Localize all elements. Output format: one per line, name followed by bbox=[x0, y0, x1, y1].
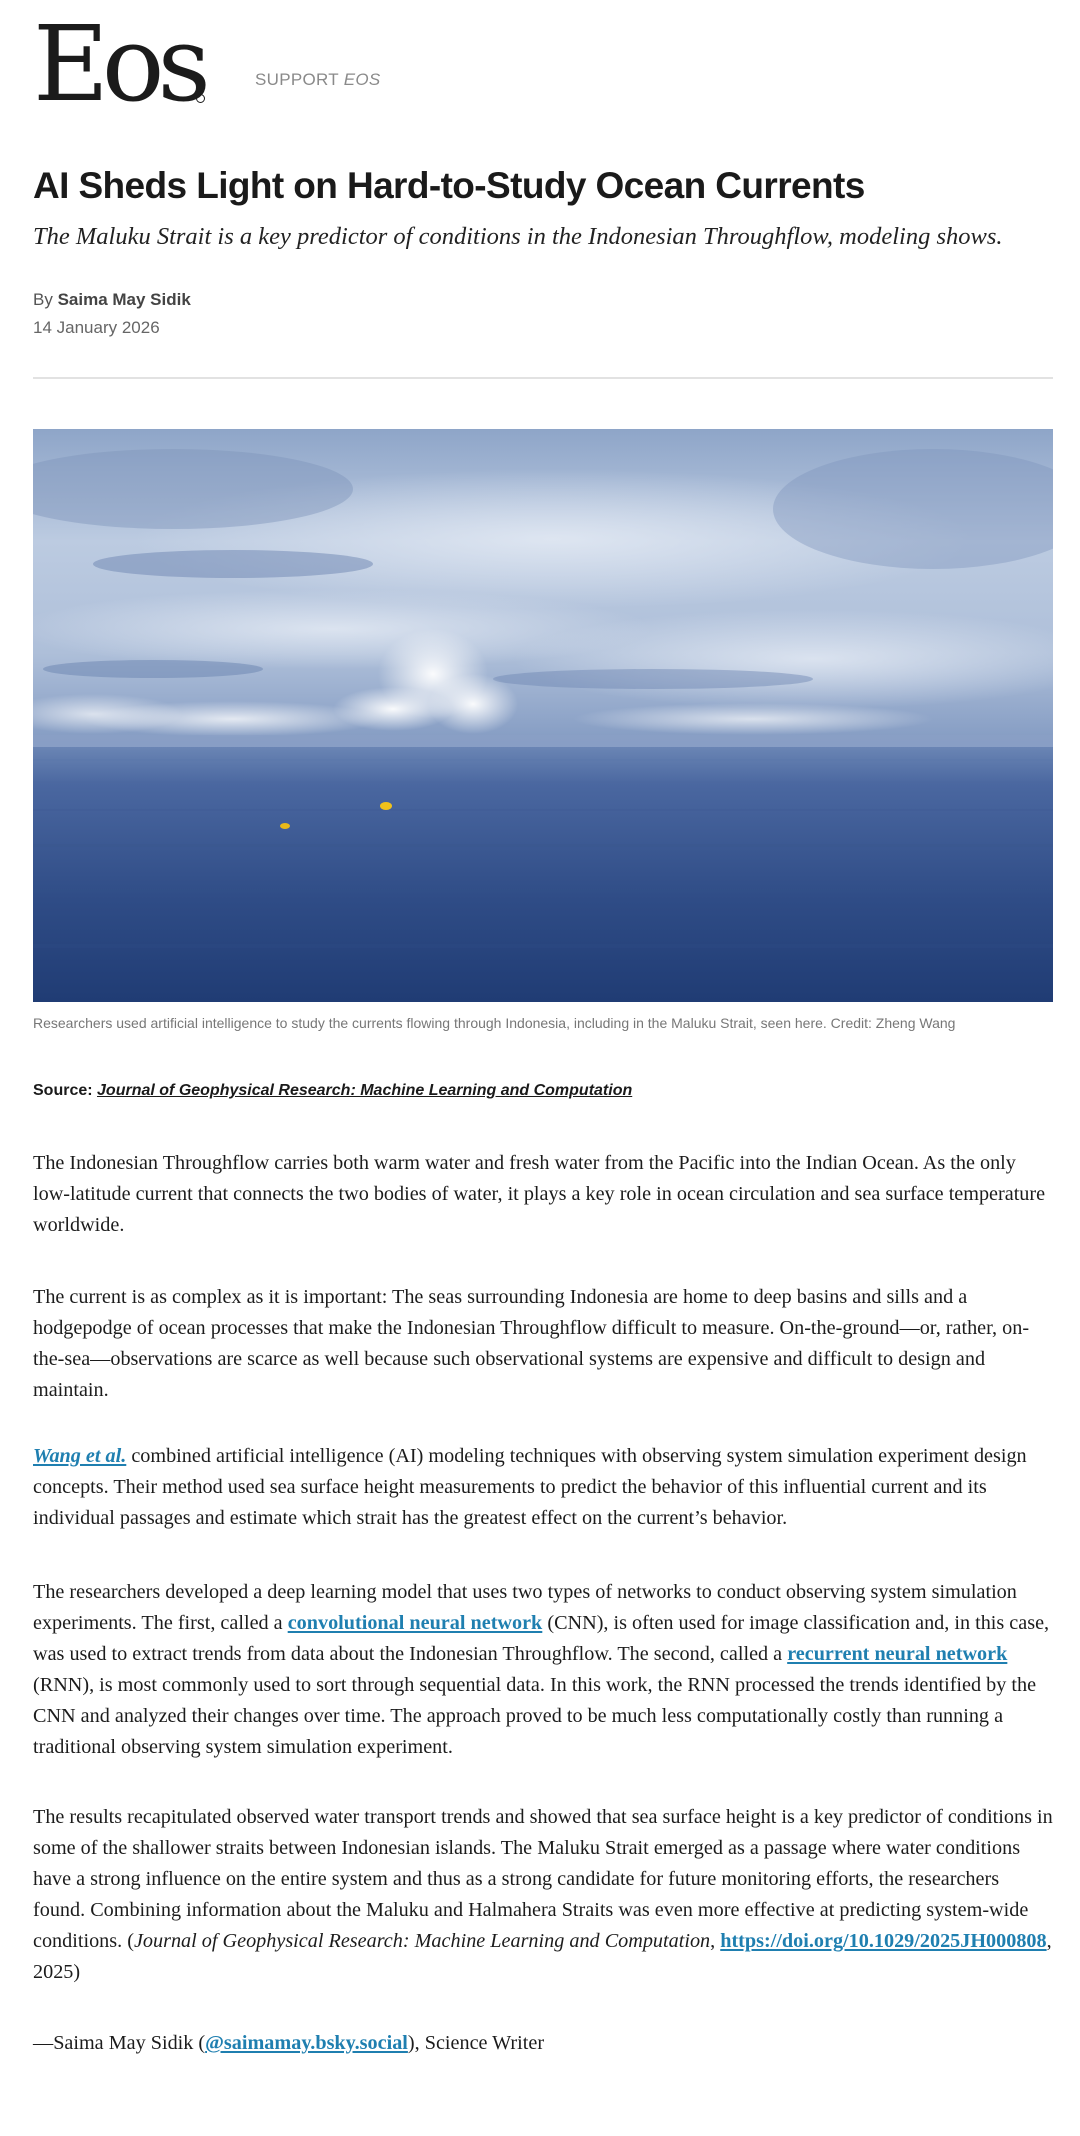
doi-link[interactable]: https://doi.org/10.1029/2025JH000808 bbox=[720, 1930, 1047, 1952]
signature-text-a: —Saima May Sidik ( bbox=[33, 2032, 206, 2054]
registered-mark-icon bbox=[196, 94, 205, 103]
paragraph-2: The current is as complex as it is important: The seas surrounding Indonesia are home to deep basins and sills and a hodgepodge of ocean processes that make the Indonesian Throughflow difficult to measure. On-the-ground—or, rather, on-the-sea—observations are scarce as well because such observational systems are expensive and difficult to design and maintain. bbox=[33, 1286, 1030, 1401]
author-name[interactable]: Saima May Sidik bbox=[57, 290, 191, 309]
byline-prefix: By bbox=[33, 290, 58, 309]
bluesky-handle-link[interactable]: @saimamay.bsky.social bbox=[205, 2032, 408, 2054]
paragraph-5-text-c: , 2025) bbox=[33, 1930, 1052, 1983]
support-prefix: SUPPORT bbox=[255, 70, 344, 89]
eos-logo[interactable]: Eos bbox=[33, 3, 204, 125]
paragraph-5-text-b: , bbox=[710, 1930, 721, 1952]
paragraph-5-text-a: The results recapitulated observed water transport trends and showed that sea surface height is a key predictor of conditions in some of the shallower straits between Indonesian islands. The Maluku Strait emerged as a passage where water conditions have a strong influence on the entire system and thus as a strong candidate for future monitoring efforts, the researchers found. Combining information about the Maluku and Halmahera Straits was even more effective at predicting system-wide conditions. ( bbox=[33, 1806, 1053, 1952]
source-label: Source: bbox=[33, 1082, 93, 1099]
hero-image bbox=[33, 429, 1053, 1002]
masthead bbox=[33, 3, 1053, 125]
image-caption: Researchers used artificial intelligence to study the currents flowing through Indonesia, including in the Maluku Strait, seen here. Credit: Zheng Wang bbox=[33, 1015, 956, 1031]
paragraph-3 bbox=[33, 1441, 1055, 1534]
paragraph-1: The Indonesian Throughflow carries both warm water and fresh water from the Pacific into the Indian Ocean. As the only low-latitude current that connects the two bodies of water, it plays a key role in ocean circulation and sea surface temperature worldwide. bbox=[33, 1152, 1046, 1236]
cnn-link[interactable]: convolutional neural network bbox=[287, 1612, 543, 1634]
byline bbox=[33, 290, 191, 310]
publish-date: 14 January 2026 bbox=[33, 318, 160, 337]
article-subtitle: The Maluku Strait is a key predictor of conditions in the Indonesian Throughflow, modeling shows. bbox=[33, 223, 1003, 250]
paragraph-3-text: combined artificial intelligence (AI) modeling techniques with observing system simulation experiment design concepts. Their method used sea surface height measurements to predict the behavior of this influential current and its individual passages and estimate which strait has the greatest effect on the current’s behavior. bbox=[33, 1445, 1027, 1529]
source-journal-link[interactable]: Journal of Geophysical Research: Machine Learning and Computation bbox=[97, 1082, 633, 1099]
support-eos-link[interactable] bbox=[255, 70, 381, 90]
paragraph-4-text-b: (CNN), is often used for image classification and, in this case, was used to extract trends from data about the Indonesian Throughflow. The second, called a bbox=[33, 1612, 1050, 1665]
source-line bbox=[33, 1082, 632, 1100]
paragraph-4 bbox=[33, 1577, 1055, 1763]
paragraph-5 bbox=[33, 1802, 1055, 1988]
divider bbox=[33, 377, 1053, 379]
paragraph-4-text-a: The researchers developed a deep learning model that uses two types of networks to conduct observing system simulation experiments. The first, called a bbox=[33, 1581, 1017, 1634]
article-title: AI Sheds Light on Hard-to-Study Ocean Currents bbox=[33, 165, 865, 206]
paragraph-4-text-c: (RNN), is most commonly used to sort through sequential data. In this work, the RNN processed the trends identified by the CNN and analyzed their changes over time. The approach proved to be much less computationally costly than running a traditional observing system simulation experiment. bbox=[33, 1674, 1037, 1758]
signature-text-b: ), Science Writer bbox=[407, 2032, 545, 2054]
journal-citation: Journal of Geophysical Research: Machine Learning and Computation bbox=[133, 1930, 711, 1952]
rnn-link[interactable]: recurrent neural network bbox=[787, 1643, 1008, 1665]
signature bbox=[33, 2028, 1055, 2059]
support-eos-em: EOS bbox=[343, 70, 381, 89]
wang-et-al-link[interactable]: Wang et al. bbox=[33, 1445, 127, 1467]
